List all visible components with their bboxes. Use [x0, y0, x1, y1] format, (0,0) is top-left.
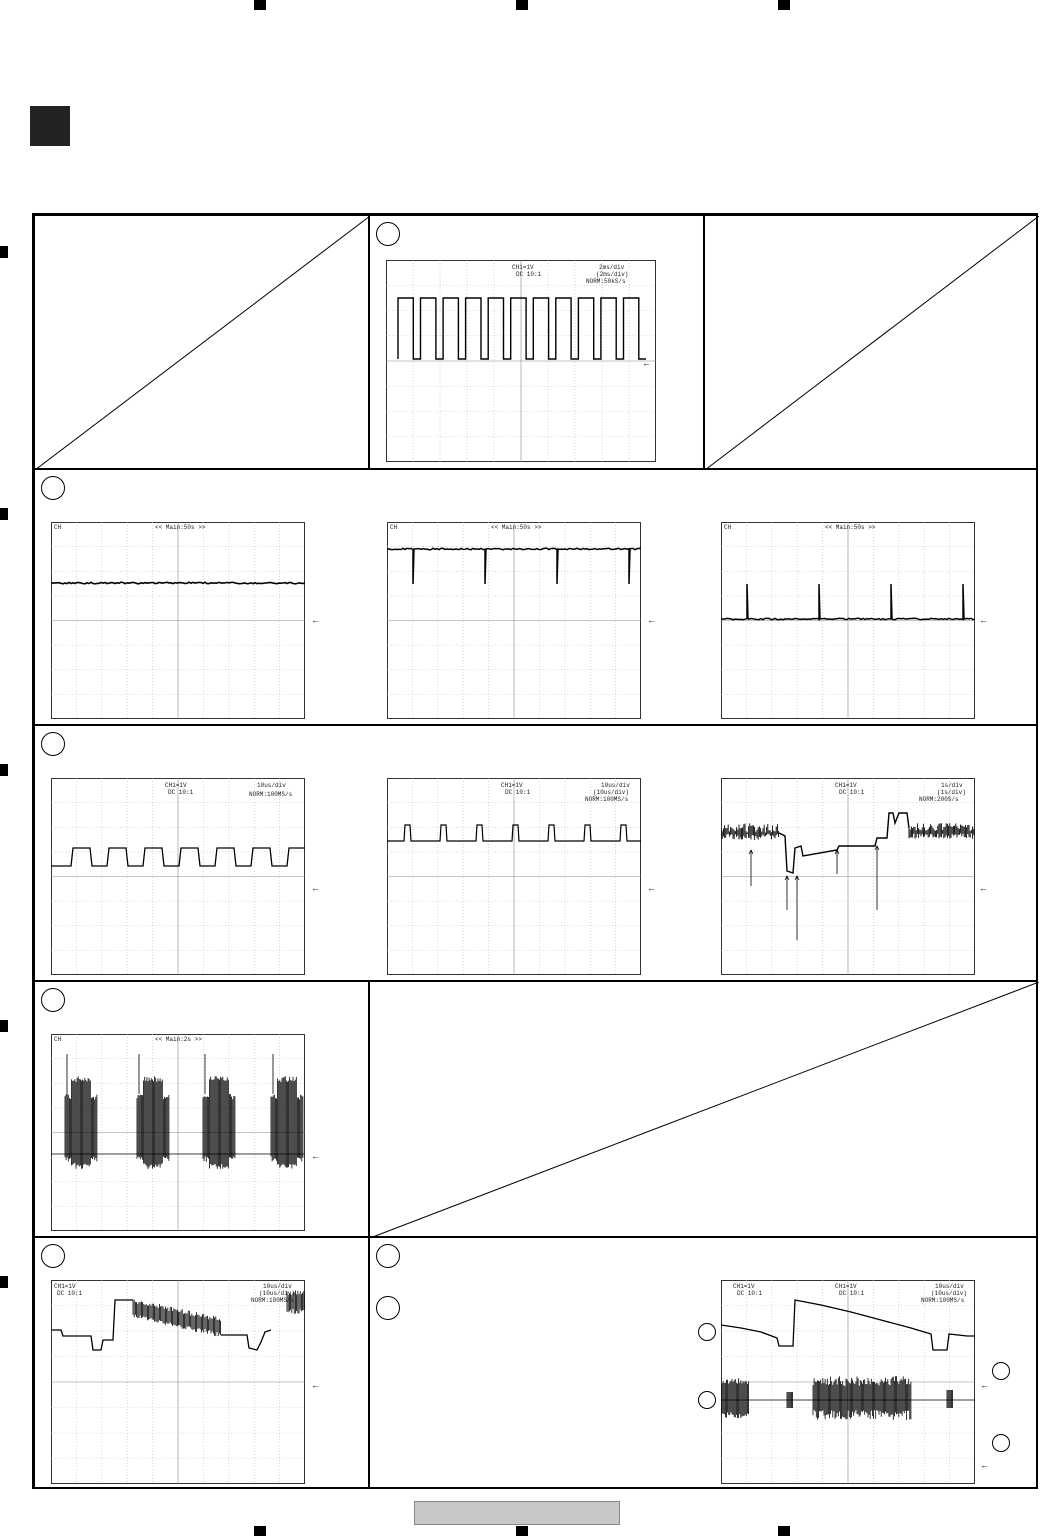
oscilloscope-screen-r5b [721, 1280, 975, 1484]
section-badge [30, 106, 70, 146]
cell-r1-right-empty [704, 215, 1038, 469]
scope-acq-label: NORM:100MS/s [249, 791, 293, 798]
registration-mark-bottom-3 [778, 1526, 790, 1536]
scope-timebase-paren-label: (1s/div) [937, 789, 966, 796]
registration-mark-left-5 [0, 1276, 8, 1288]
cell-r1-left-empty [34, 215, 369, 469]
waveform-point-marker [376, 222, 400, 246]
scope-ch-label: CH [54, 1036, 62, 1043]
scope-coupling-label: DC 10:1 [839, 1290, 865, 1297]
cell-r5-left [34, 1237, 369, 1489]
scope-acq-label: NORM:100MS/s [921, 1297, 965, 1304]
scope-timebase-label: 1s/div [941, 782, 963, 789]
scope-timebase-paren-label: (2ms/div) [596, 271, 629, 278]
cell-r4-right-empty [369, 981, 1038, 1237]
ground-level-arrow-icon: ← [311, 1151, 320, 1161]
registration-mark-left-1 [0, 246, 8, 258]
scope-ch-label: CH1=1V [501, 782, 523, 789]
scope-timebase-paren-label: (10us/div) [259, 1290, 296, 1297]
registration-mark-top-1 [254, 0, 266, 10]
waveform-point-marker [41, 732, 65, 756]
registration-mark-left-3 [0, 764, 8, 776]
waveform-point-marker [992, 1434, 1010, 1452]
scope-graticule [387, 778, 641, 975]
ground-level-arrow-icon: ← [647, 883, 656, 893]
waveform-point-marker [698, 1391, 716, 1409]
scope-timebase-label: 10us/div [935, 1283, 964, 1290]
scope-acq-label: NORM:100MS/s [585, 796, 629, 803]
scope-acq-label: NORM:200S/s [919, 796, 959, 803]
cell-r5-right [369, 1237, 1038, 1489]
waveform-point-marker [376, 1244, 400, 1268]
scope-coupling-label: DC 10:1 [516, 271, 542, 278]
scope-graticule [51, 1280, 305, 1484]
scope-graticule [387, 522, 641, 719]
registration-mark-left-4 [0, 1020, 8, 1032]
waveform-point-marker [41, 988, 65, 1012]
cell-r2 [34, 469, 1038, 725]
registration-mark-bottom-1 [254, 1526, 266, 1536]
scope-graticule [721, 522, 975, 719]
ground-level-arrow-icon: ← [311, 615, 320, 625]
scope-timebase-paren-label: (10us/div) [593, 789, 630, 796]
waveform-point-marker [376, 1296, 400, 1320]
scope-acq-label: NORM:100MS/s [251, 1297, 295, 1304]
registration-mark-top-2 [516, 0, 528, 10]
scope-coupling-label: DC 10:1 [57, 1290, 83, 1297]
diagonal-strike [35, 216, 370, 470]
scope-timebase-paren-label: (10us/div) [931, 1290, 968, 1297]
scope-timebase-label: 10us/div [263, 1283, 292, 1290]
cell-r3 [34, 725, 1038, 981]
registration-mark-bottom-2 [516, 1526, 528, 1536]
scope-ch-label: CH1=1V [54, 1283, 76, 1290]
scope-coupling-label: DC 10:1 [505, 789, 531, 796]
oscilloscope-screen-r2c [721, 522, 975, 719]
oscilloscope-screen-r3a [51, 778, 305, 975]
scope-ch-label: CH [724, 524, 732, 531]
scope-ch-label: CH1=1V [835, 1283, 857, 1290]
ground-level-arrow-icon: ← [979, 883, 988, 893]
ground-level-arrow-icon: ← [311, 1380, 320, 1390]
scope-timebase-label: 10us/div [257, 782, 286, 789]
ground-level-arrow-icon: ← [980, 1380, 989, 1390]
diagonal-strike [370, 982, 1039, 1238]
scope-coupling-label: DC 10:1 [839, 789, 865, 796]
cell-r1-mid [369, 215, 704, 469]
ground-level-arrow-icon: ← [980, 1460, 989, 1470]
oscilloscope-screen-r1 [386, 260, 656, 462]
page-number-box [414, 1501, 620, 1525]
scope-ch-label: CH1=1V [835, 782, 857, 789]
scope-graticule [51, 522, 305, 719]
scope-graticule [51, 778, 305, 975]
scope-graticule [721, 778, 975, 975]
scope-zoom-label: << Main:50s >> [155, 524, 206, 531]
scope-zoom-label: << Main:50s >> [825, 524, 876, 531]
scope-ch-label: CH1=1V [733, 1283, 755, 1290]
scope-ch-label: CH1=1V [165, 782, 187, 789]
waveform-point-marker [41, 1244, 65, 1268]
scope-ch-label: CH [54, 524, 62, 531]
registration-mark-left-2 [0, 508, 8, 520]
scope-zoom-label: << Main:50s >> [491, 524, 542, 531]
ground-level-arrow-icon: ← [647, 615, 656, 625]
oscilloscope-screen-r4 [51, 1034, 305, 1231]
oscilloscope-screen-r3c [721, 778, 975, 975]
scope-timebase-label: 10us/div [601, 782, 630, 789]
scope-acq-label: NORM:50kS/s [586, 278, 626, 285]
scope-zoom-label: << Main:2s >> [155, 1036, 202, 1043]
ground-level-arrow-icon: ← [311, 883, 320, 893]
scope-coupling-label: DC 10:1 [168, 789, 194, 796]
waveform-point-marker [698, 1323, 716, 1341]
waveform-point-marker [992, 1362, 1010, 1380]
waveform-table [32, 213, 1038, 1489]
cell-r4-left [34, 981, 369, 1237]
scope-ch-label: CH1=1V [512, 264, 534, 271]
oscilloscope-screen-r2a [51, 522, 305, 719]
oscilloscope-screen-r2b [387, 522, 641, 719]
scope-timebase-label: 2ms/div [599, 264, 625, 271]
waveform-point-marker [41, 476, 65, 500]
diagonal-strike [705, 216, 1039, 470]
scope-graticule [386, 260, 656, 462]
registration-mark-top-3 [778, 0, 790, 10]
oscilloscope-screen-r3b [387, 778, 641, 975]
oscilloscope-screen-r5a [51, 1280, 305, 1484]
scope-ch-label: CH [390, 524, 398, 531]
ground-level-arrow-icon: ← [979, 615, 988, 625]
ground-level-arrow-icon: ← [642, 358, 651, 368]
scope-coupling-label: DC 10:1 [737, 1290, 763, 1297]
